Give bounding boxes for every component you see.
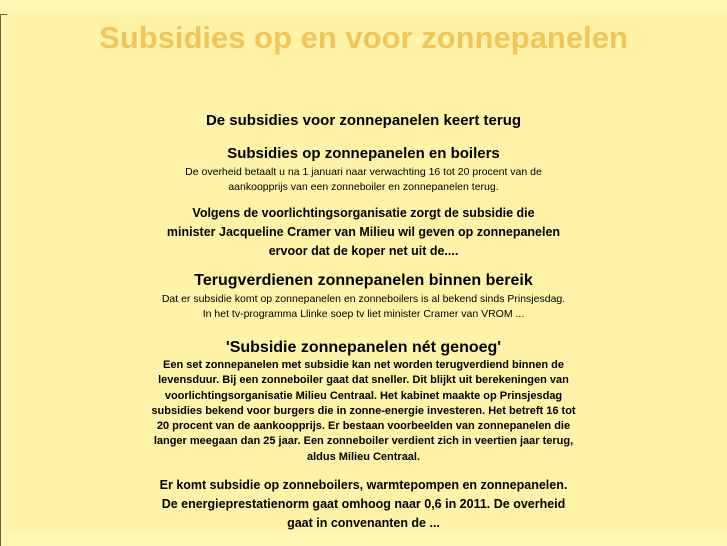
text-line: levensduur. Bij een zonneboiler gaat dat sneller. Dit blijkt uit berekeningen van [158,374,569,387]
text-line: subsidies bekend voor burgers die in zonne-energie investeren. Het betreft 16 tot [151,404,576,417]
section-heading-net-genoeg[interactable]: 'Subsidie zonnepanelen nét genoeg' [225,339,502,356]
text-line: In het tv-programma Llinke soep tv liet minister Cramer van VROM ... [202,308,525,320]
section-heading-terugverdienen[interactable]: Terugverdienen zonnepanelen binnen bereik [194,272,533,289]
text-line: voorlichtingsorganisatie Milieu Centraal. Het kabinet maakte op Prinsjesdag [164,389,563,402]
text-line: gaat in convenanten de ... [287,516,440,530]
text-line: minister Jacqueline Cramer van Milieu wil geven op zonnepanelen [166,225,561,239]
text-line: 20 procent van de aankoopprijs. Er bestaan voorbeelden van zonnepanelen die [156,420,571,433]
text-line: De overheid betaalt u na 1 januari naar verwachting 16 tot 20 procent van de [185,166,542,178]
section-text-net-genoeg [0,358,727,465]
text-line: Een set zonnepanelen met subsidie kan net worden terugverdiend binnen de [163,359,564,371]
main-heading: De subsidies voor zonnepanelen keert terug [205,112,522,129]
text-line: langer meegaan dan 25 jaar. Een zonneboiler verdient zich in veertien jaar terug, [153,435,574,448]
page-title: Subsidies op en voor zonnepanelen [99,20,628,55]
section-text-terugverdienen [0,292,727,322]
section-heading-subsidies[interactable]: Subsidies op zonnepanelen en boilers [227,145,500,162]
paragraph-voorlichting [0,204,727,261]
text-line: aldus Milieu Centraal. [306,450,421,463]
text-line: Er komt subsidie op zonneboilers, warmtepompen en zonnepanelen. [159,478,568,492]
text-line: Dat er subsidie komt op zonnepanelen en zonneboilers is al bekend sinds Prinsjesdag. [161,293,566,305]
text-line: Volgens de voorlichtingsorganisatie zorgt de subsidie die [192,206,535,220]
text-line: De energieprestatienorm gaat omhoog naar 0,6 in 2011. De overheid [161,497,566,511]
paragraph-zonneboilers [0,476,727,533]
section-text-subsidies [0,165,727,195]
text-line: aankoopprijs van een zonneboiler en zonnepanelen terug. [228,181,499,193]
text-line: ervoor dat de koper net uit de.... [268,244,459,258]
